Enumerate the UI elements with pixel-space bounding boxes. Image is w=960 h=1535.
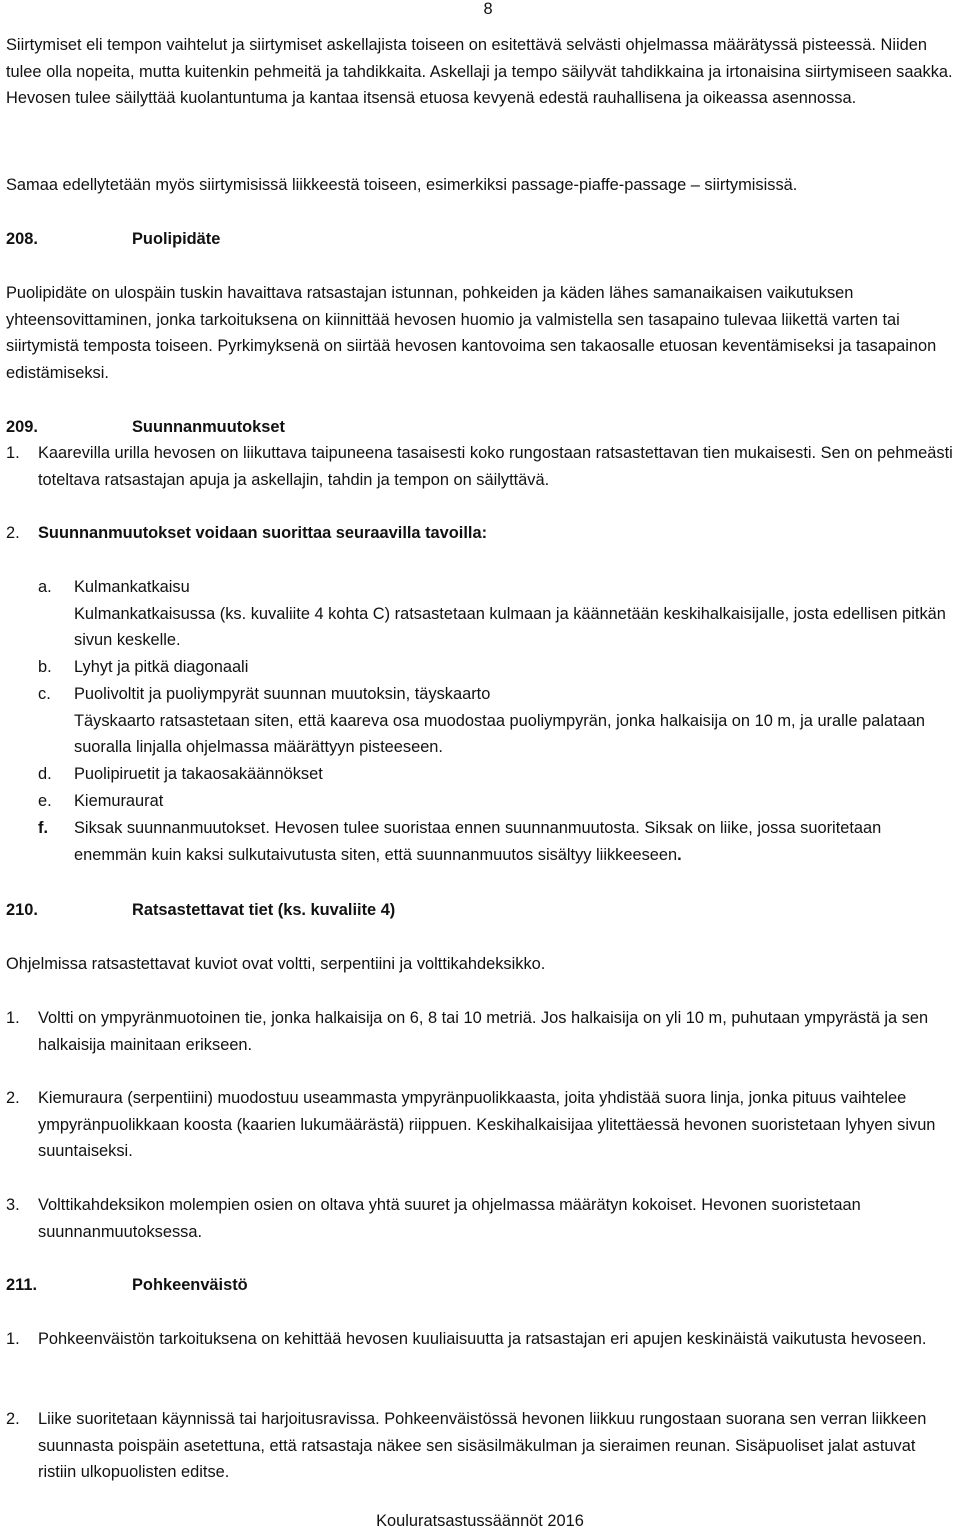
section-number: 209.: [6, 418, 38, 436]
item-number: 2.: [6, 1089, 20, 1107]
section-number: 210.: [6, 901, 38, 919]
sub-letter: b.: [38, 658, 52, 676]
section-title: Ratsastettavat tiet (ks. kuvaliite 4): [132, 901, 396, 919]
sub-letter: a.: [38, 578, 52, 596]
sub-item-d: [38, 761, 954, 788]
section-210-heading: [6, 897, 954, 924]
sub-letter: c.: [38, 685, 51, 703]
section-title: Puolipidäte: [132, 230, 221, 248]
sub-item-f: [38, 815, 954, 868]
item-text: Kaarevilla urilla hevosen on liikuttava taipuneena tasaisesti koko rungostaan ratsastettavan tien mukaisesti. Sen on pehmeästi toteltava ratsastajan apuja ja askellajin, tahdin ja tempon on säilyttävä.: [38, 444, 953, 489]
section-number: 208.: [6, 230, 38, 248]
sub-description: [74, 815, 954, 868]
sub-title: Lyhyt ja pitkä diagonaali: [74, 658, 249, 676]
sub-letter: e.: [38, 792, 52, 810]
item-text: Pohkeenväistön tarkoituksena on kehittää hevosen kuuliaisuutta ja ratsastajan eri apujen keskinäistä vaikutusta hevoseen.: [38, 1330, 927, 1348]
sub-title: Puolivoltit ja puoliympyrät suunnan muutoksin, täyskaarto: [74, 685, 491, 703]
list-item: [6, 520, 954, 547]
sub-end-period: .: [677, 845, 682, 864]
list-item: [6, 1326, 954, 1353]
sub-letter: f.: [38, 819, 49, 837]
sub-title: Kulmankatkaisu: [74, 578, 190, 596]
item-number: 3.: [6, 1196, 20, 1214]
intro-paragraph-2: Samaa edellytetään myös siirtymisissä liikkeestä toiseen, esimerkiksi passage-piaffe-passage – siirtymisissä.: [6, 176, 798, 194]
list-item: [6, 1406, 954, 1486]
item-number: 1.: [6, 1330, 20, 1348]
sub-text: Siksak suunnanmuutokset. Hevosen tulee suoristaa ennen suunnanmuutosta. Siksak on liike, jossa suoritetaan enemmän kuin kaksi sulkutaivutusta siten, että suunnanmuutos sisältyy liikkeeseen: [74, 819, 882, 864]
section-210-intro: Ohjelmissa ratsastettavat kuviot ovat voltti, serpentiini ja volttikahdeksikko.: [6, 955, 546, 973]
item-text: Kiemuraura (serpentiini) muodostuu useammasta ympyränpuolikkaasta, joita yhdistää suora linja, jonka pituus vaihtelee ympyränpuolikkaan koosta (kaarien lukumäärästä) riippuen. Keskihalkaisijaa ylitettäessä hevonen suoristetaan lyhyen sivun suuntaiseksi.: [38, 1089, 936, 1161]
item-number: 1.: [6, 1009, 20, 1027]
section-208-body: Puolipidäte on ulospäin tuskin havaittava ratsastajan istunnan, pohkeiden ja käden lähes samanaikaisen vaikutuksen yhteensovittaminen, jonka tarkoituksena on kiinnittää hevosen huomio ja valmistella sen tasapaino tulevaa liikettä varten tai siirtymistä temposta toiseen. Pyrkimyksenä on siirtää hevosen kantovoima sen takaosalle etuosan keventämiseksi ja tasapainon edistämiseksi.: [6, 284, 937, 382]
list-item: [6, 1192, 954, 1245]
item-number: 2.: [6, 1410, 20, 1428]
section-title: Pohkeenväistö: [132, 1276, 248, 1294]
sub-item-b: [38, 654, 954, 681]
item-text: Voltti on ympyränmuotoinen tie, jonka halkaisija on 6, 8 tai 10 metriä. Jos halkaisija on yli 10 m, puhutaan ympyrästä ja sen halkaisija mainitaan erikseen.: [38, 1009, 929, 1054]
sub-item-a: [38, 574, 954, 654]
sub-description: Täyskaarto ratsastetaan siten, että kaareva osa muodostaa puoliympyrän, jonka halkaisija on 10 m, ja uralle palataan suoralla linjalla ohjelmassa määrättyyn pisteeseen.: [74, 711, 925, 757]
sub-item-e: [38, 788, 954, 815]
item-number: 2.: [6, 524, 20, 542]
item-number: 1.: [6, 444, 20, 462]
section-209-heading: [6, 414, 954, 441]
section-title: Suunnanmuutokset: [132, 418, 285, 436]
sub-title: Kiemuraurat: [74, 792, 164, 810]
sub-item-c: [38, 681, 954, 761]
list-item: [6, 1005, 954, 1058]
list-item: [6, 1085, 954, 1165]
list-item: [6, 440, 954, 493]
sub-letter: d.: [38, 765, 52, 783]
item-text: Liike suoritetaan käynnissä tai harjoitusravissa. Pohkeenväistössä hevonen liikkuu rungostaan suorana sen verran liikkeen suunnasta poispäin asetettuna, että ratsastaja näkee sen sisäsilmäkulman ja sieraimen reunan. Sisäpuoliset jalat astuvat ristiin ulkopuolisten editse.: [38, 1410, 927, 1482]
section-208-heading: [6, 226, 954, 253]
section-211-heading: [6, 1272, 954, 1299]
page-footer: Kouluratsastussäännöt 2016: [376, 1512, 584, 1530]
item-text: Suunnanmuutokset voidaan suorittaa seuraavilla tavoilla:: [38, 524, 488, 542]
intro-paragraph: Siirtymiset eli tempon vaihtelut ja siirtymiset askellajista toiseen on esitettävä selvästi ohjelmassa määrätyssä pisteessä. Niiden tulee olla nopeita, mutta kuitenkin pehmeitä ja tahdikkaita. Askellaji ja tempo säilyvät tahdikkaina ja irtonaisina siirtymiseen saakka. Hevosen tulee säilyttää kuolantuntuma ja kantaa itsensä etuosa kevyenä edestä rauhallisena ja oikeassa asennossa.: [6, 36, 953, 108]
page-number: 8: [483, 0, 493, 18]
sub-description: Kulmankatkaisussa (ks. kuvaliite 4 kohta C) ratsastetaan kulmaan ja käännetään keskihalkaisijalle, josta edellisen pitkän sivun keskelle.: [74, 604, 946, 650]
sub-title: Puolipiruetit ja takaosakäännökset: [74, 765, 323, 783]
section-number: 211.: [6, 1276, 37, 1294]
item-text: Volttikahdeksikon molempien osien on oltava yhtä suuret ja ohjelmassa määrätyn kokoiset. Hevonen suoristetaan suunnanmuutoksessa.: [38, 1196, 861, 1241]
